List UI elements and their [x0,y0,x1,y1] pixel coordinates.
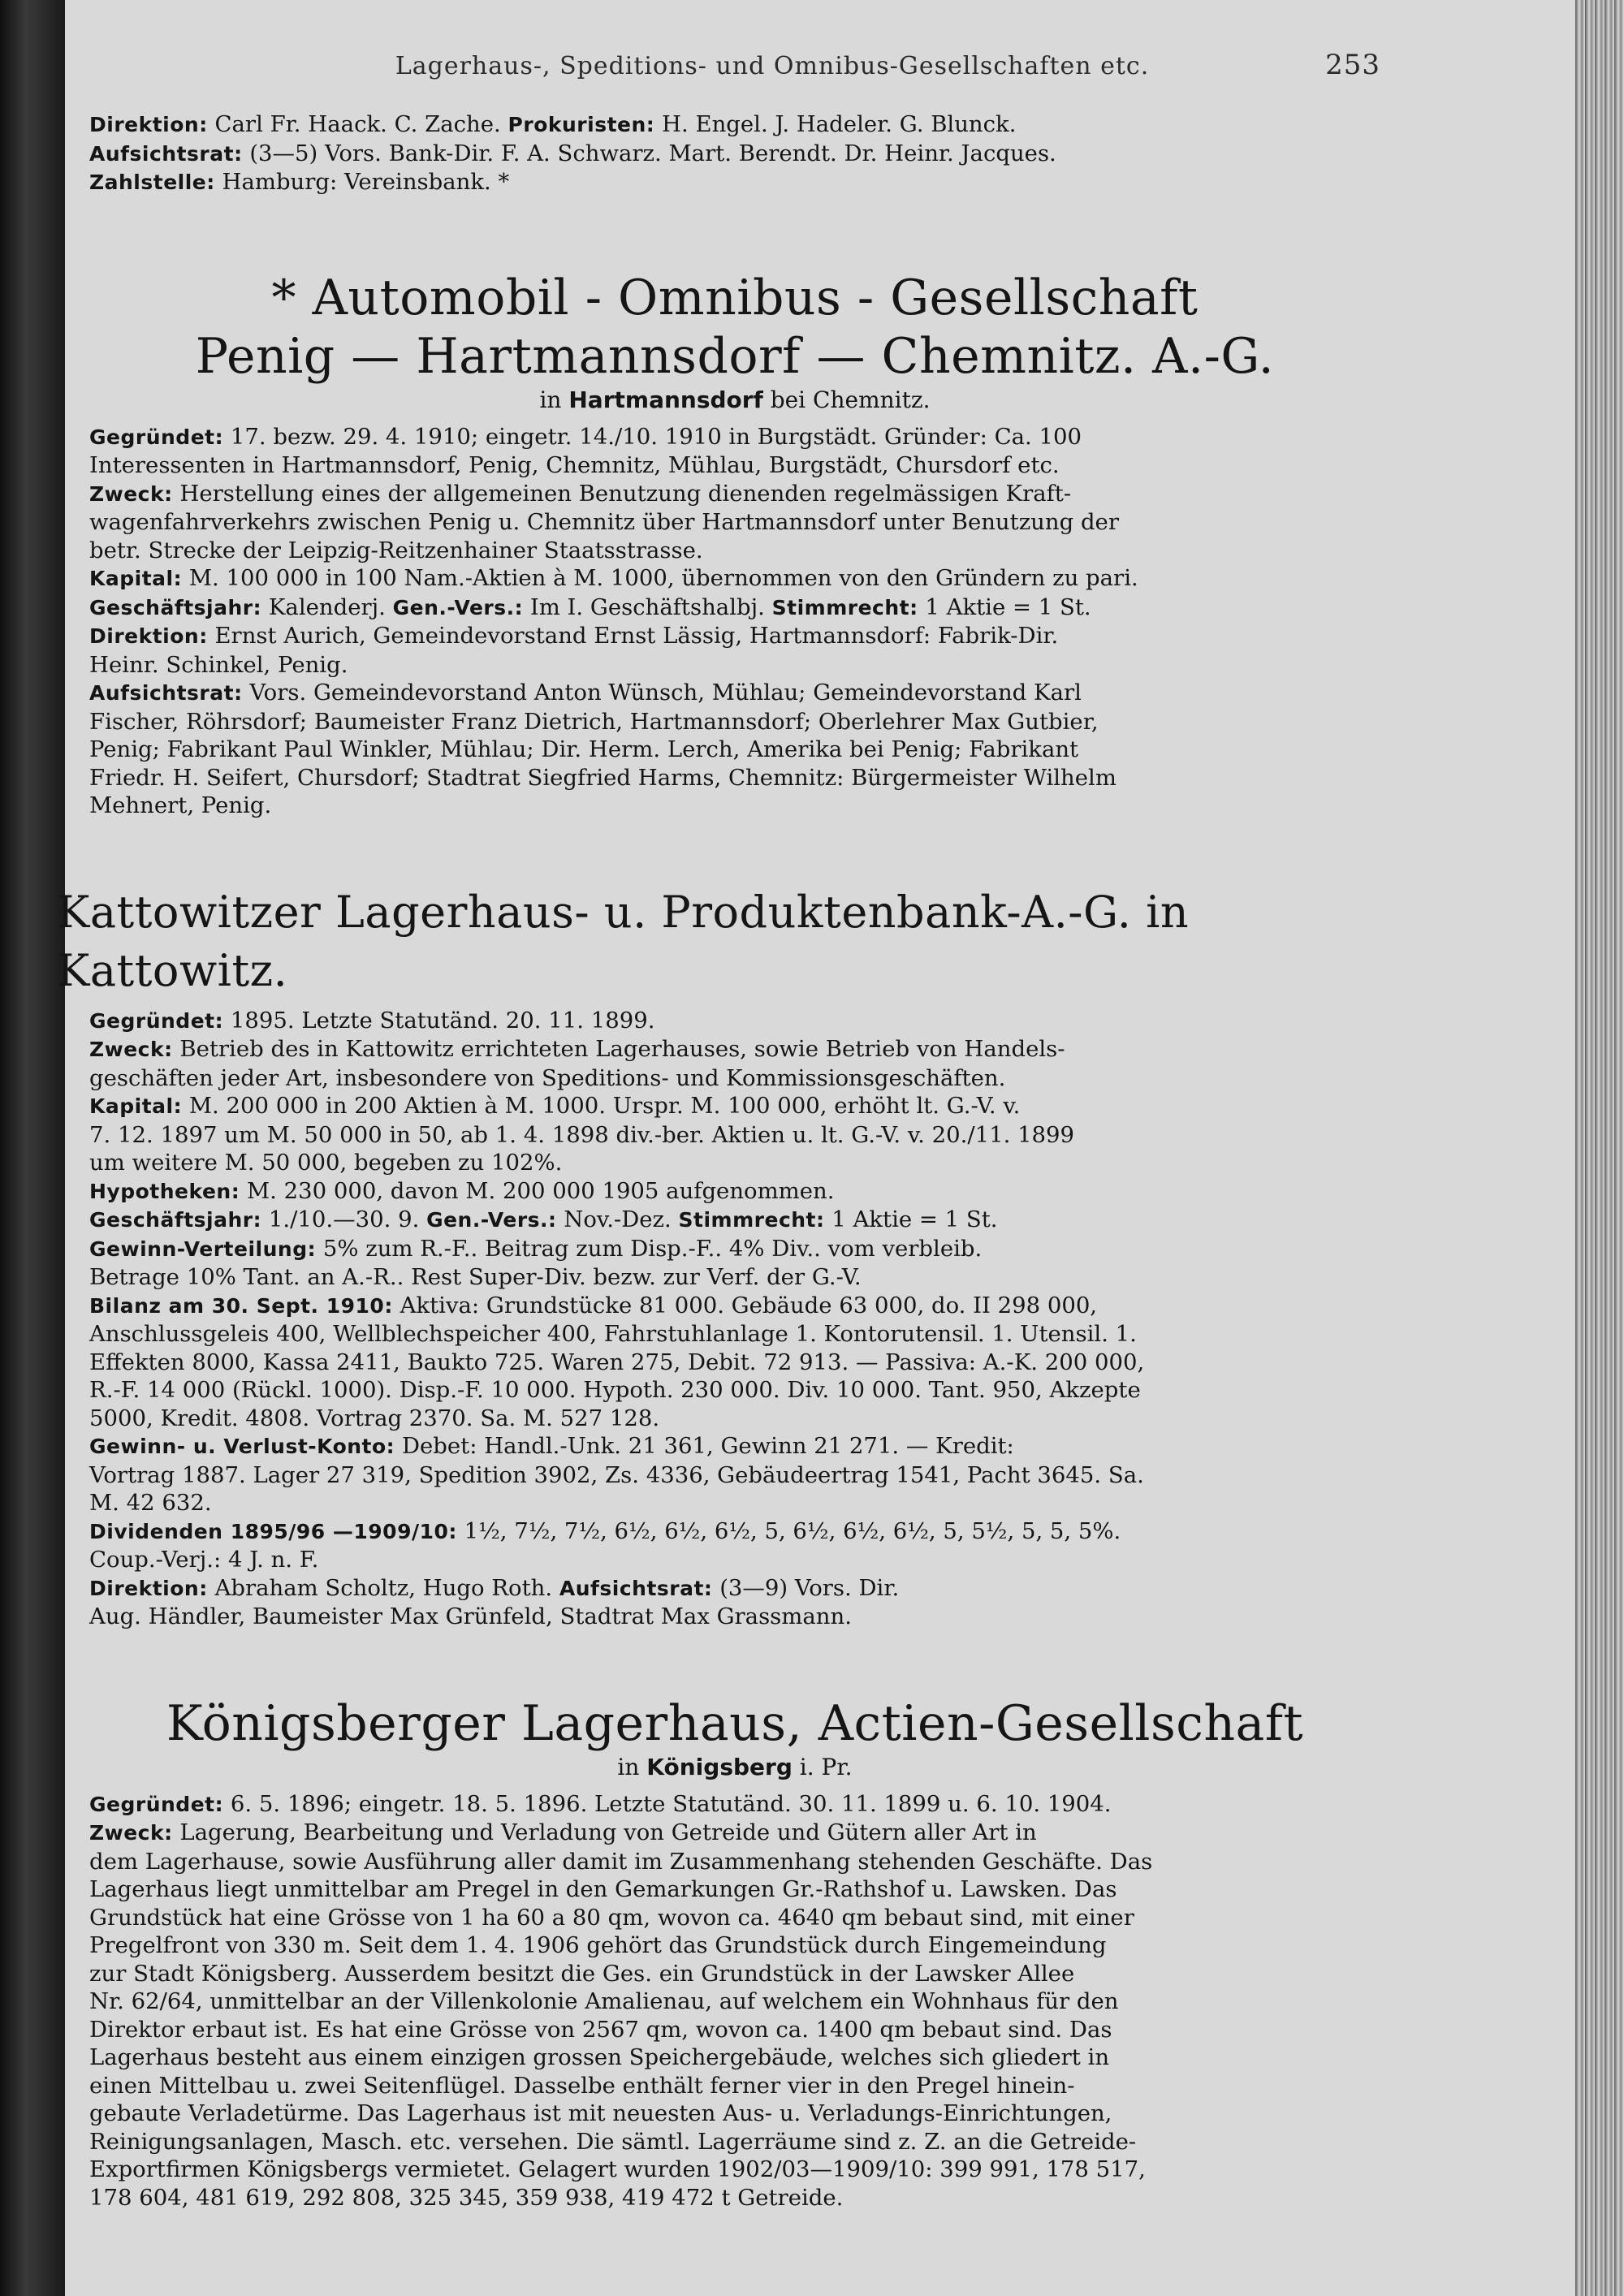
field-value: Aug. Händler, Baumeister Max Grünfeld, Stadtrat Max Grassmann. [89,1603,852,1629]
field-key: Stimmrecht: [678,1208,825,1232]
field-key: Direktion: [89,113,208,136]
field-key: Aufsichtsrat: [89,141,243,166]
text-line [89,651,1380,680]
entry-body [89,423,1380,820]
field-value: Nov.-Dez. [564,1206,672,1232]
field-value: Vortrag 1887. Lager 27 319, Spedition 3902, Zs. 4336, Gebäudeertrag 1541, Pacht 3645. Sa. [89,1461,1144,1488]
entry-previous-continued [89,110,1380,197]
running-head [89,49,1380,81]
field-value: dem Lagerhause, sowie Ausführung aller damit im Zusammenhang stehenden Geschäfte. Das [89,1848,1153,1875]
field-value: 5% zum R.-F.. Beitrag zum Disp.-F.. 4% Div.. vom verbleib. [322,1235,983,1262]
text-line [89,2044,1380,2072]
field-value: Mehnert, Penig. [89,792,272,818]
text-line [89,1904,1380,1932]
page-stack-edge [1575,0,1624,2296]
field-value: wagenfahrverkehrs zwischen Penig u. Chemnitz über Hartmannsdorf unter Benutzung der [89,509,1119,535]
text-line [89,423,1380,452]
running-head-title: Lagerhaus-, Speditions- und Omnibus-Gesellschaften etc. [395,52,1150,80]
loc-city: Hartmannsdorf [568,386,763,413]
loc-suffix: i. Pr. [799,1753,853,1780]
text-line [89,1848,1380,1876]
field-value: Lagerung, Bearbeitung und Verladung von Getreide und Gütern aller Art in [179,1819,1037,1845]
text-line [89,1875,1380,1904]
text-line [89,1987,1380,2016]
text-line [89,1206,1380,1235]
page-content [57,49,1380,2212]
field-value: Grundstück hat eine Grösse von 1 ha 60 a 80 qm, wovon ca. 4640 qm bebaut sind, mit einer [89,1904,1134,1931]
field-value: 1½, 7½, 7½, 6½, 6½, 6½, 5, 6½, 6½, 6½, 5, 5½, 5, 5, 5%. [464,1517,1121,1544]
field-value: M. 42 632. [89,1490,212,1516]
text-line [89,110,1380,140]
field-key: Gen.-Vers.: [392,595,524,619]
text-line [89,2184,1380,2212]
field-key: Gegründet: [89,1792,224,1816]
field-value: geschäften jeder Art, insbesondere von Speditions- und Kommissionsgeschäften. [89,1064,1006,1091]
entry-location [89,386,1380,415]
field-value: 7. 12. 1897 um M. 50 000 in 50, ab 1. 4. 1898 div.-ber. Aktien u. lt. G.-V. v. 20./11. 1899 [89,1121,1075,1148]
loc-suffix: bei Chemnitz. [770,386,931,413]
field-value: Heinr. Schinkel, Penig. [89,651,348,678]
text-line [89,708,1380,736]
text-line [89,764,1380,792]
field-value: Betrage 10% Tant. an A.-R.. Rest Super-Div. bezw. zur Verf. der G.-V. [89,1264,862,1290]
text-line [89,1149,1380,1177]
field-value: Ernst Aurich, Gemeindevorstand Ernst Lässig, Hartmannsdorf: Fabrik-Dir. [214,623,1059,649]
field-value: Im I. Geschäftshalbj. [529,593,765,620]
text-line [89,1064,1380,1093]
text-line [89,2156,1380,2184]
field-value: Debet: Handl.-Unk. 21 361, Gewinn 21 271. — Kredit: [401,1433,1014,1459]
text-line [89,593,1380,623]
field-value: Fischer, Röhrsdorf; Baumeister Franz Dietrich, Hartmannsdorf; Oberlehrer Max Gutbier, [89,708,1099,735]
field-value: Interessenten in Hartmannsdorf, Penig, Chemnitz, Mühlau, Burgstädt, Chursdorf etc. [89,452,1060,478]
text-line [89,140,1380,169]
field-value: Coup.-Verj.: 4 J. n. F. [89,1547,319,1573]
field-key: Zahlstelle: [89,170,215,194]
field-value: M. 230 000, davon M. 200 000 1905 aufgenommen. [246,1177,835,1204]
text-line [89,622,1380,651]
text-line [89,451,1380,480]
field-key: Stimmrecht: [771,595,918,619]
text-line [89,1574,1380,1603]
field-key: Zweck: [89,1038,173,1061]
field-value: gebaute Verladetürme. Das Lagerhaus ist mit neuesten Aus- u. Verladungs-Einrichtungen, [89,2100,1112,2126]
field-value: zur Stadt Königsberg. Ausserdem besitzt die Ges. ein Grundstück in der Lawsker Allee [89,1960,1075,1987]
field-value: Kalenderj. [268,593,386,620]
entry-automobil-omnibus [89,269,1380,820]
entry-kattowitzer [57,883,1380,1631]
field-value: Lagerhaus besteht aus einem einzigen grossen Speichergebäude, welches sich gliedert in [89,2044,1110,2070]
text-line [89,1432,1380,1461]
text-line [89,1489,1380,1517]
text-line [89,1517,1380,1547]
field-key: Geschäftsjahr: [89,1208,262,1232]
text-line [89,1349,1380,1377]
field-value: 1./10.—30. 9. [268,1206,420,1232]
text-line [89,1790,1380,1819]
entry-location [89,1753,1380,1782]
entry-title: Kattowitzer Lagerhaus- u. Produktenbank-A.-G. in Kattowitz. [57,886,1190,996]
field-key: Geschäftsjahr: [89,595,262,619]
field-value: 17. bezw. 29. 4. 1910; eingetr. 14./10. 1910 in Burgstädt. Gründer: Ca. 100 [230,423,1082,450]
field-key: Direktion: [89,1576,208,1600]
entry-body [89,1007,1380,1631]
field-value: M. 100 000 in 100 Nam.-Aktien à M. 1000, übernommen von den Gründern zu pari. [188,565,1138,591]
text-line [89,1960,1380,1988]
field-value: M. 200 000 in 200 Aktien à M. 1000. Urspr. M. 100 000, erhöht lt. G.-V. v. [188,1093,1021,1119]
text-line [89,1092,1380,1121]
text-line [89,1546,1380,1574]
field-value: 6. 5. 1896; eingetr. 18. 5. 1896. Letzte Statutänd. 30. 11. 1899 u. 6. 10. 1904. [230,1790,1112,1817]
text-line [89,1603,1380,1631]
text-line [89,2016,1380,2044]
text-line [89,1819,1380,1848]
entry-body [89,1790,1380,2212]
field-value: Carl Fr. Haack. C. Zache. [214,111,501,137]
text-line [89,508,1380,537]
field-value: Hamburg: Vereinsbank. * [222,169,510,195]
text-line [89,1177,1380,1206]
text-line [89,792,1380,820]
field-value: Lagerhaus liegt unmittelbar am Pregel in den Gemarkungen Gr.-Rathshof u. Lawsken. Das [89,1876,1117,1902]
text-line [89,2128,1380,2156]
page-number: 253 [1325,49,1380,81]
field-value: 1 Aktie = 1 St. [925,593,1091,620]
loc-city: Königsberg [646,1753,793,1780]
text-line [89,1007,1380,1036]
text-line [89,1376,1380,1405]
field-key: Zweck: [89,481,173,506]
field-key: Gewinn- u. Verlust-Konto: [89,1435,395,1458]
field-key: Gewinn-Verteilung: [89,1236,317,1261]
field-value: Pregelfront von 330 m. Seit dem 1. 4. 1906 gehört das Grundstück durch Eingemeindung [89,1932,1107,1958]
page-gutter-left [0,0,65,2296]
text-line [89,1235,1380,1264]
field-key: Direktion: [89,624,208,648]
field-value: (3—9) Vors. Dir. [719,1574,900,1601]
field-value: Anschlussgeleis 400, Wellblechspeicher 400, Fahrstuhlanlage 1. Kontorutensil. 1. Utensil. 1. [89,1321,1137,1347]
text-line [89,1292,1380,1321]
field-key: Aufsichtsrat: [559,1576,713,1600]
text-line [89,537,1380,565]
field-key: Zweck: [89,1821,173,1845]
field-value: Effekten 8000, Kassa 2411, Baukto 725. Waren 275, Debit. 72 913. — Passiva: A.-K. 200 000, [89,1349,1145,1375]
text-line [89,480,1380,509]
field-key: Gen.-Vers.: [426,1208,557,1232]
text-line [89,736,1380,764]
field-key: Kapital: [89,1094,183,1118]
field-value: 5000, Kredit. 4808. Vortrag 2370. Sa. M. 527 128. [89,1405,660,1431]
field-value: Reinigungsanlagen, Masch. etc. versehen. Die sämtl. Lagerräume sind z. Z. an die Getreide- [89,2128,1137,2155]
field-key: Prokuristen: [508,113,655,136]
text-line [89,168,1380,197]
field-value: Penig; Fabrikant Paul Winkler, Mühlau; Dir. Herm. Lerch, Amerika bei Penig; Fabrikant [89,736,1079,762]
field-value: Herstellung eines der allgemeinen Benutzung dienenden regelmässigen Kraft- [179,480,1072,507]
field-key: Bilanz am 30. Sept. 1910: [89,1293,393,1318]
field-value: Friedr. H. Seifert, Chursdorf; Stadtrat Siegfried Harms, Chemnitz: Bürgermeister Wilhelm [89,764,1116,791]
field-value: Nr. 62/64, unmittelbar an der Villenkolonie Amalienau, auf welchem ein Wohnhaus für den [89,1988,1119,2014]
text-line [89,564,1380,593]
text-line [89,679,1380,708]
field-value: H. Engel. J. Hadeler. G. Blunck. [662,111,1017,137]
text-line [89,1931,1380,1960]
text-line [89,1461,1380,1490]
loc-prefix: in [539,386,562,413]
field-key: Gegründet: [89,1008,224,1033]
field-value: 1895. Letzte Statutänd. 20. 11. 1899. [230,1007,655,1034]
field-value: Abraham Scholtz, Hugo Roth. [214,1574,553,1601]
text-line [89,1035,1380,1064]
text-line [89,1405,1380,1433]
field-value: 1 Aktie = 1 St. [831,1206,998,1232]
field-key: Gegründet: [89,425,224,449]
field-value: 178 604, 481 619, 292 808, 325 345, 359 938, 419 472 t Getreide. [89,2184,844,2211]
field-value: um weitere M. 50 000, begeben zu 102%. [89,1150,563,1176]
field-key: Hypotheken: [89,1179,240,1203]
entry-title-line2: Penig — Hartmannsdorf — Chemnitz. A.-G. [195,327,1275,385]
field-key: Dividenden 1895/96 —1909/10: [89,1519,457,1543]
field-value: Aktiva: Grundstücke 81 000. Gebäude 63 000, do. II 298 000, [400,1292,1098,1318]
entry-title-line1: * Automobil - Omnibus - Gesellschaft [271,269,1199,326]
field-key: Kapital: [89,567,183,590]
text-line [89,1263,1380,1292]
text-line [89,1121,1380,1150]
field-value: Direktor erbaut ist. Es hat eine Grösse von 2567 qm, wovon ca. 1400 qm bebaut sind. Das [89,2016,1112,2043]
field-value: betr. Strecke der Leipzig-Reitzenhainer Staatsstrasse. [89,537,703,563]
field-value: Vors. Gemeindevorstand Anton Wünsch, Mühlau; Gemeindevorstand Karl [249,680,1082,706]
field-value: Betrieb des in Kattowitz errichteten Lagerhauses, sowie Betrieb von Handels- [179,1036,1065,1062]
field-value: (3—5) Vors. Bank-Dir. F. A. Schwarz. Mart. Berendt. Dr. Heinr. Jacques. [249,140,1056,166]
entry-title: Königsberger Lagerhaus, Actien-Gesellschaft [166,1694,1304,1752]
text-line [89,1320,1380,1349]
field-key: Aufsichtsrat: [89,681,243,705]
entry-koenigsberger [89,1694,1380,2212]
loc-prefix: in [617,1753,640,1780]
field-value: einen Mittelbau u. zwei Seitenflügel. Dasselbe enthält ferner vier in den Pregel hinein- [89,2072,1075,2099]
field-value: Exportfirmen Königsbergs vermietet. Gelagert wurden 1902/03—1909/10: 399 991, 178 517, [89,2156,1146,2182]
text-line [89,2072,1380,2100]
text-line [89,2100,1380,2128]
field-value: R.-F. 14 000 (Rückl. 1000). Disp.-F. 10 000. Hypoth. 230 000. Div. 10 000. Tant. 950, Akzepte [89,1377,1141,1403]
